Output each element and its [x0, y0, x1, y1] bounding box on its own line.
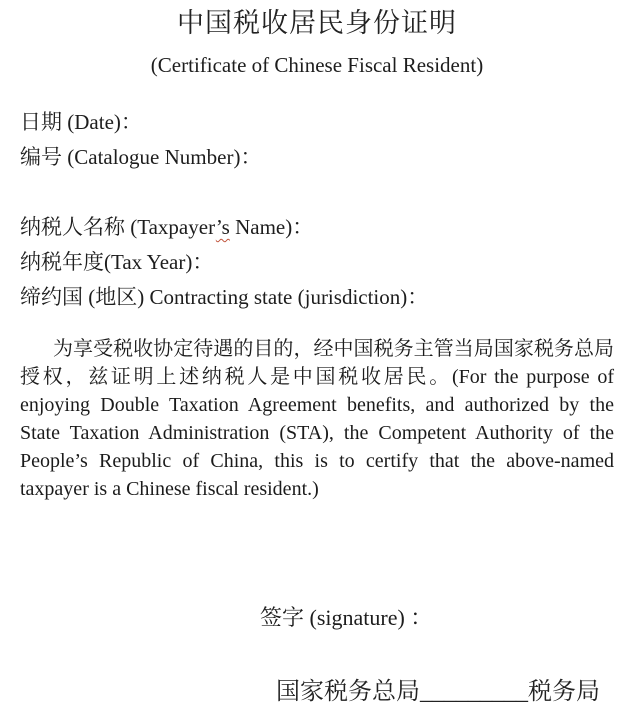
field-list — [20, 105, 614, 315]
spacer-line — [20, 175, 614, 210]
field-tax-year: 纳税年度(Tax Year)： — [20, 250, 214, 274]
spellcheck-squiggle: ’s — [215, 215, 230, 239]
certification-paragraph: 为享受税收协定待遇的目的，经中国税务主管当局国家税务总局授权，兹证明上述纳税人是中国税收居民。(For the purpose of enjoying Double Taxation Agreement benefits, and authorized by the State Taxation Administration (STA), the Competent Authority of the People’s Republic of China, this is to certify that the above-named taxpayer is a Chinese fiscal resident.) — [20, 338, 614, 500]
agency-fill-in-blank: _________ — [420, 679, 528, 705]
field-date: 日期 (Date)： — [20, 110, 142, 134]
issuing-agency-line — [20, 678, 614, 707]
field-contracting-state: 缔约国 (地区) Contracting state (jurisdiction)： — [20, 285, 429, 309]
agency-name-suffix: 税务局 — [528, 679, 600, 705]
field-taxpayer-name — [20, 210, 614, 245]
document-title: 中国税收居民身份证明 — [177, 8, 457, 38]
field-catalogue-number: 编号 (Catalogue Number)： — [20, 145, 262, 169]
taxpayer-name-label-suffix: Name)： — [229, 215, 314, 239]
agency-name-prefix: 国家税务总局 — [276, 679, 420, 705]
taxpayer-name-label-prefix: 纳税人名称 (Taxpayer — [20, 215, 216, 239]
signature-label: 签字 (signature) ： — [260, 605, 433, 630]
document-subtitle: (Certificate of Chinese Fiscal Resident) — [150, 53, 484, 77]
